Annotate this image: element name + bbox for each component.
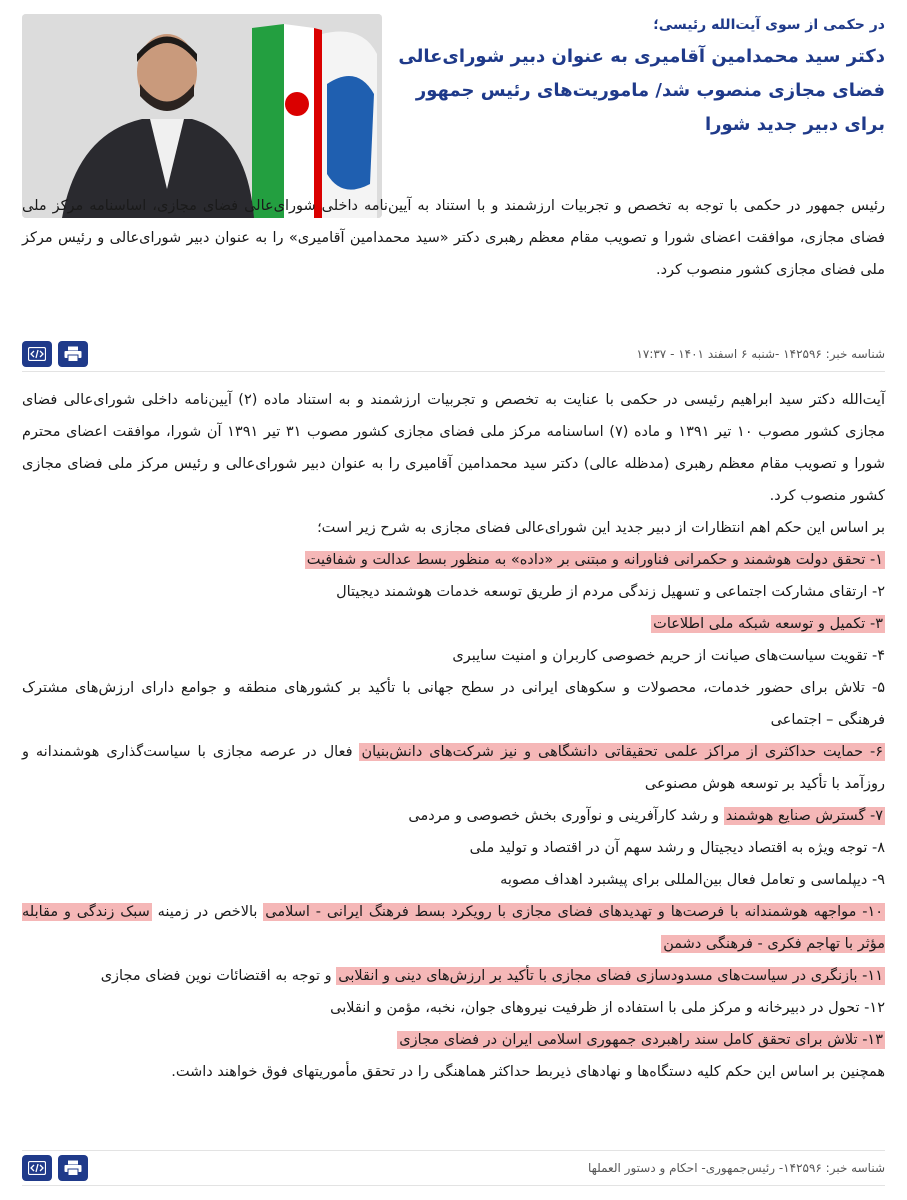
list-item: ۹- دیپلماسی و تعامل فعال بین‌المللی برای پیشبرد اهداف مصوبه <box>500 872 885 888</box>
highlight: ۱۰- مواجهه هوشمندانه با فرصت‌ها و تهدیدهای فضای مجازی با رویکرد بسط فرهنگ ایرانی - اسلامی <box>265 904 884 920</box>
highlight: ۱۳- تلاش برای تحقق کامل سند راهبردی جمهوری اسلامی ایران در فضای مجازی <box>399 1032 883 1048</box>
print-button[interactable] <box>58 1155 88 1181</box>
embed-button[interactable] <box>22 341 52 367</box>
list-item <box>22 608 885 640</box>
highlight: ۱۱- بازنگری در سیاست‌های مسدودسازی فضای مجازی با تأکید بر ارزش‌های دینی و انقلابی <box>338 968 883 984</box>
closing-paragraph: همچنین بر اساس این حکم کلیه دستگاه‌ها و نهادهای ذیربط حداکثر هماهنگی را در تحقق مأموریتهای فوق خواهند داشت. <box>171 1064 885 1080</box>
list-item: ۷- گسترش صنایع هوشمند و رشد کارآفرینی و نوآوری بخش خصوصی و مردمی <box>408 808 883 824</box>
kicker: در حکمی از سوی آیت‌الله رئیسی؛ <box>653 17 885 33</box>
list-item: ۵- تلاش برای حضور خدمات، محصولات و سکوهای ایرانی در سطح جهانی با تأکید بر کشورهای منطقه و جوامع دارای ارزش‌های مشترک فرهنگی – اجتماعی <box>22 680 885 728</box>
meta-bar-top <box>22 336 885 372</box>
headline-block <box>395 14 885 142</box>
list-item <box>22 1024 885 1056</box>
highlight: سبک زندگی و مقابله مؤثر با تهاجم فکری - فرهنگی دشمن <box>22 904 885 952</box>
print-icon <box>64 346 82 362</box>
article-title[interactable]: دکتر سید محمدامین آقامیری به عنوان دبیر شورای‌عالی فضای مجازی منصوب شد/ ماموریت‌های رئیس جمهور برای دبیر جدید شورا <box>398 46 885 135</box>
highlight: ۷- گسترش صنایع هوشمند <box>725 808 883 824</box>
list-item: ۱۰- مواجهه هوشمندانه با فرصت‌ها و تهدیدهای فضای مجازی با رویکرد بسط فرهنگ ایرانی - اسلامی بالاخص در زمینه سبک زندگی و مقابله مؤثر با تهاجم فکری - فرهنگی دشمن <box>22 904 885 952</box>
news-id-category: شناسه خبر: ۱۴۲۵۹۶- رئیس‌جمهوری- احکام و دستور العملها <box>587 1161 885 1175</box>
action-buttons <box>22 341 88 367</box>
highlight: ۱- تحقق دولت هوشمند و حکمرانی فناورانه و مبتنی بر «داده» به منظور بسط عدالت و شفافیت <box>306 552 883 568</box>
list-intro: بر اساس این حکم اهم انتظارات از دبیر جدید این شورای‌عالی فضای مجازی به شرح زیر است؛ <box>317 520 885 536</box>
highlight: ۶- حمایت حداکثری از مراکز علمی تحقیقاتی دانشگاهی و نیز شرکت‌های دانش‌بنیان <box>361 744 883 760</box>
code-icon <box>28 1161 46 1175</box>
action-buttons <box>22 1155 88 1181</box>
list-item: ۲- ارتقای مشارکت اجتماعی و تسهیل زندگی مردم از طریق توسعه خدمات هوشمند دیجیتال <box>336 584 885 600</box>
meta-bar-bottom <box>22 1150 885 1186</box>
embed-button[interactable] <box>22 1155 52 1181</box>
list-item: ۱۱- بازنگری در سیاست‌های مسدودسازی فضای مجازی با تأکید بر ارزش‌های دینی و انقلابی و توجه به اقتضائات نوین فضای مجازی <box>100 968 883 984</box>
article-header <box>22 14 885 324</box>
list-item: ۴- تقویت سیاست‌های صیانت از حریم خصوصی کاربران و امنیت سایبری <box>452 648 885 664</box>
article-photo <box>22 14 382 218</box>
highlight: ۳- تکمیل و توسعه شبکه ملی اطلاعات <box>653 616 883 632</box>
list-item: ۸- توجه ویژه به اقتصاد دیجیتال و رشد سهم آن در اقتصاد و تولید ملی <box>469 840 885 856</box>
portrait-illustration <box>22 14 382 218</box>
print-icon <box>64 1160 82 1176</box>
list-item <box>22 544 885 576</box>
intro-paragraph: آیت‌الله دکتر سید ابراهیم رئیسی در حکمی با عنایت به تخصص و تجربیات ارزشمند و به استناد ماده (۲) آیین‌نامه داخلی شورای‌عالی فضای مجازی کشور مصوب ۱۰ تیر ۱۳۹۱ و ماده (۷) اساسنامه مرکز ملی فضای مجازی کشور مصوب ۳۱ تیر ۱۳۹۱ آن شورا، موافقت اعضای محترم شورا و تصویب مقام معظم رهبری (مدظله عالی) دکتر سید محمدامین آقامیری را به عنوان دبیر شورای‌عالی و رئیس مرکز ملی فضای مجازی کشور منصوب کرد. <box>22 392 885 504</box>
code-icon <box>28 347 46 361</box>
print-button[interactable] <box>58 341 88 367</box>
news-id: شناسه خبر: ۱۴۲۵۹۶ -شنبه ۶ اسفند ۱۴۰۱ - ۱۷:۳۷ <box>636 346 885 361</box>
lead-paragraph: رئیس جمهور در حکمی با توجه به تخصص و تجربیات ارزشمند و با استناد به آیین‌نامه داخلی شورای‌عالی فضای مجازی، اساسنامه مرکز ملی فضای مجازی، موافقت اعضای شورا و تصویب مقام معظم رهبری دکتر «سید محمدامین آقامیری» را به عنوان دبیر شورای‌عالی و رئیس مرکز ملی فضای مجازی کشور منصوب کرد. <box>22 198 885 278</box>
article-body <box>22 384 885 1088</box>
list-item: ۶- حمایت حداکثری از مراکز علمی تحقیقاتی دانشگاهی و نیز شرکت‌های دانش‌بنیان فعال در عرصه مجازی با سیاست‌گذاری هوشمندانه و روزآمد با تأکید بر توسعه هوش مصنوعی <box>22 744 885 792</box>
list-item: ۱۲- تحول در دبیرخانه و مرکز ملی با استفاده از ظرفیت نیروهای جوان، نخبه، مؤمن و انقلابی <box>330 1000 885 1016</box>
